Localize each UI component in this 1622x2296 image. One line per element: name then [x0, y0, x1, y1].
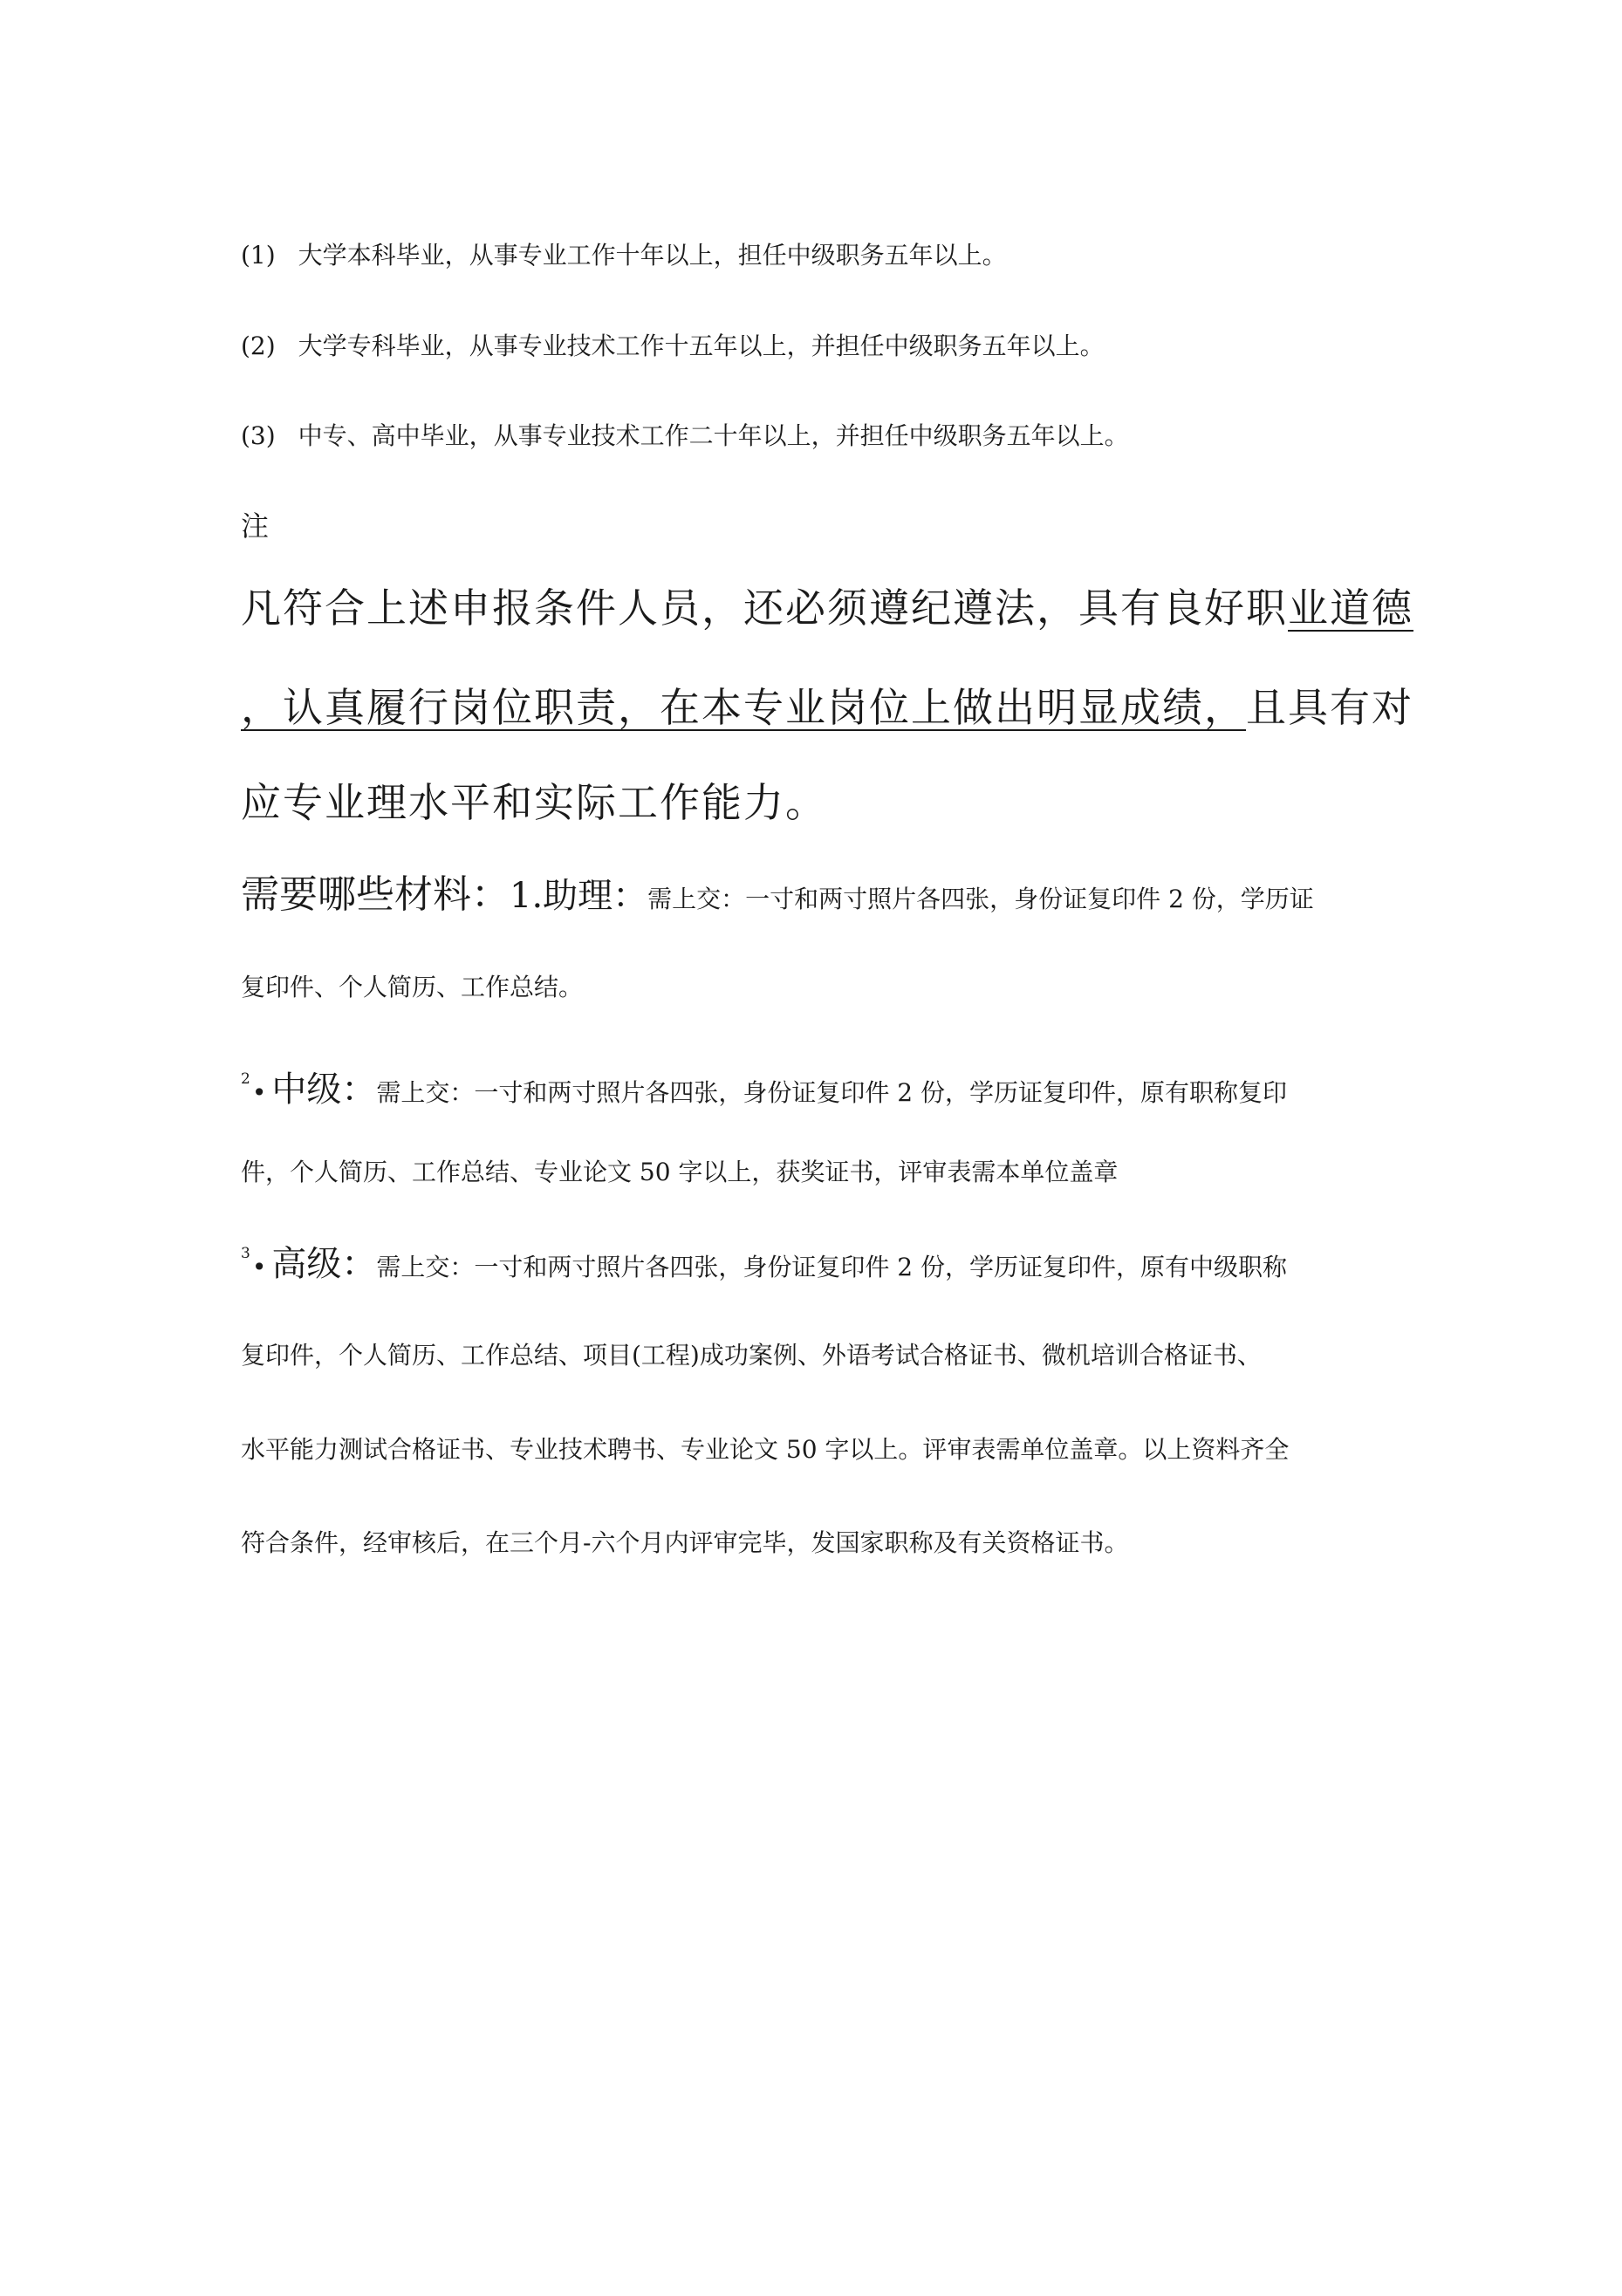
note-line-1: [241, 584, 1413, 632]
senior-number: 3: [241, 1245, 250, 1262]
assistant-requirements-continued: 复印件、个人简历、工作总结。: [241, 973, 584, 1001]
materials-assistant-line-1: [241, 872, 1314, 919]
intermediate-requirements: 需上交：一寸和两寸照片各四张，身份证复印件 2 份，学历证复印件，原有职称复印: [376, 1078, 1287, 1107]
note-label: 注: [241, 509, 270, 543]
senior-requirements-line-2: 复印件，个人简历、工作总结、项目(工程)成功案例、外语考试合格证书、微机培训合格证书、: [241, 1341, 1262, 1370]
condition-item-1: [241, 241, 1007, 270]
senior-requirements-line-3: 水平能力测试合格证书、专业技术聘书、专业论文 50 字以上。评审表需单位盖章。以上资料齐全: [241, 1435, 1290, 1464]
intermediate-number: 2: [241, 1070, 250, 1088]
condition-item-2: [241, 331, 1105, 361]
condition-item-3: [241, 421, 1129, 451]
assistant-label: 1.助理：: [510, 876, 648, 916]
note-underlined-text: ，认真履行岗位职责，在本专业岗位上做出明显成绩，: [241, 684, 1246, 731]
intermediate-label: 中级：: [271, 1069, 377, 1110]
condition-text: 大学专科毕业，从事专业技术工作十五年以上，并担任中级职务五年以上。: [298, 331, 1105, 360]
note-line-2: [241, 684, 1413, 732]
note-text: 凡符合上述申报条件人员，还必须遵纪遵法，具有良好职: [241, 584, 1288, 632]
note-line-3: 应专业理水平和实际工作能力。: [241, 779, 827, 826]
senior-requirements-line-4: 符合条件，经审核后，在三个月-六个月内评审完毕，发国家职称及有关资格证书。: [241, 1528, 1129, 1557]
condition-number: (1): [241, 241, 276, 270]
condition-text: 大学本科毕业，从事专业工作十年以上，担任中级职务五年以上。: [298, 241, 1007, 270]
condition-number: (3): [241, 421, 276, 450]
condition-text: 中专、高中毕业，从事专业技术工作二十年以上，并担任中级职务五年以上。: [298, 421, 1129, 450]
intermediate-requirements-continued: 件，个人简历、工作总结、专业论文 50 字以上，获奖证书，评审表需本单位盖章: [241, 1158, 1119, 1186]
bullet-icon: •: [251, 1078, 267, 1107]
note-underlined-text: 业道德: [1288, 584, 1413, 632]
assistant-requirements: 需上交：一寸和两寸照片各四张，身份证复印件 2 份，学历证: [647, 885, 1314, 913]
senior-line-1: [241, 1243, 1287, 1285]
senior-label: 高级：: [271, 1244, 377, 1284]
materials-question: 需要哪些材料：: [241, 872, 510, 917]
note-text: 且具有对: [1246, 684, 1413, 731]
senior-requirements: 需上交：一寸和两寸照片各四张，身份证复印件 2 份，学历证复印件，原有中级职称: [376, 1253, 1287, 1281]
condition-number: (2): [241, 331, 276, 360]
intermediate-line-1: [241, 1069, 1287, 1110]
bullet-icon: •: [251, 1253, 267, 1281]
